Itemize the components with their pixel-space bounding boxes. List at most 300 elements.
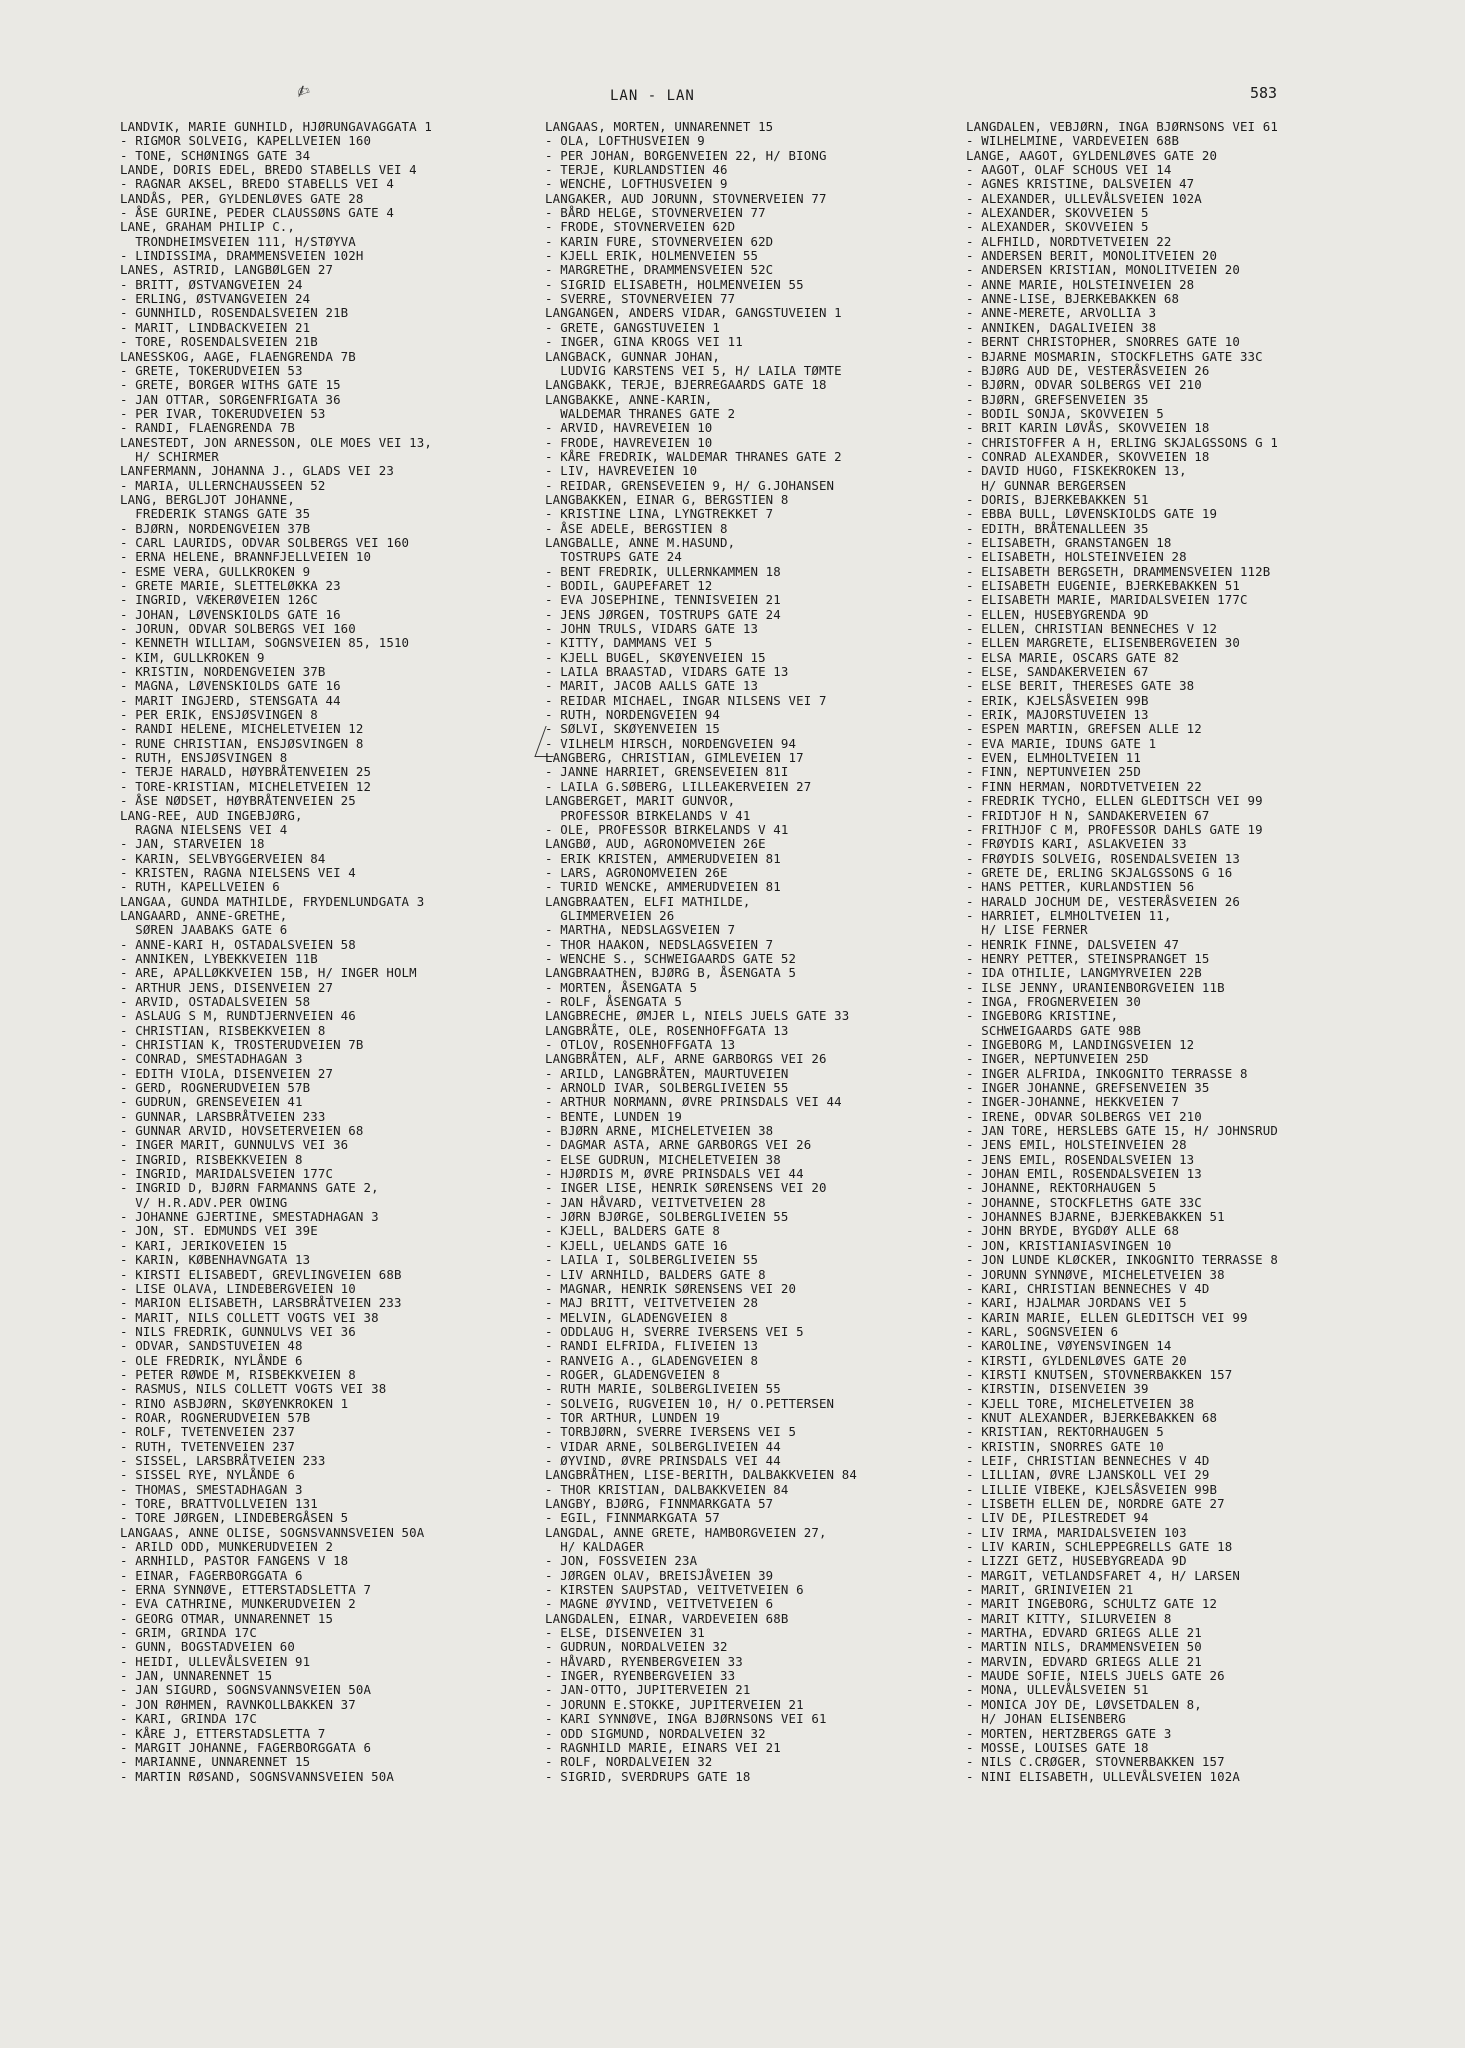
directory-entry: - OLE FREDRIK, NYLÅNDE 6 <box>120 1352 303 1368</box>
directory-entry: - ESME VERA, GULLKROKEN 9 <box>120 563 311 579</box>
directory-entry: - KARIN, KØBENHAVNGATA 13 <box>120 1252 311 1268</box>
directory-entry: - GRETE, GANGSTUVEIEN 1 <box>545 319 721 335</box>
directory-entry: - MARTHA, EDVARD GRIEGS ALLE 21 <box>966 1625 1202 1641</box>
directory-entry: - GRETE, TOKERUDVEIEN 53 <box>120 362 303 378</box>
directory-entry: - HENRY PETTER, STEINSPRANGET 15 <box>966 950 1210 966</box>
directory-entry: - MORTEN, ÅSENGATA 5 <box>545 979 698 995</box>
directory-entry: - KNUT ALEXANDER, BJERKEBAKKEN 68 <box>966 1409 1218 1425</box>
directory-entry: - NILS FREDRIK, GUNNULVS VEI 36 <box>120 1323 356 1339</box>
directory-entry: - MONICA JOY DE, LØVSETDALEN 8, <box>966 1696 1202 1712</box>
directory-entry: - AGNES KRISTINE, DALSVEIEN 47 <box>966 176 1195 192</box>
directory-entry: - MARIA, ULLERNCHAUSSEEN 52 <box>120 477 326 493</box>
directory-entry: - HANS PETTER, KURLANDSTIEN 56 <box>966 879 1195 895</box>
directory-entry: - BJØRG AUD DE, VESTERÅSVEIEN 26 <box>966 362 1210 378</box>
directory-entry: - LIV KARIN, SCHLEPPEGRELLS GATE 18 <box>966 1539 1233 1555</box>
directory-entry: - JAN TORE, HERSLEBS GATE 15, H/ JOHNSRUD <box>966 1123 1279 1139</box>
directory-entry: - KÅRE FREDRIK, WALDEMAR THRANES GATE 2 <box>545 448 842 464</box>
directory-entry: - LARS, AGRONOMVEIEN 26E <box>545 864 728 880</box>
directory-entry: LANGAA, GUNDA MATHILDE, FRYDENLUNDGATA 3 <box>120 893 425 909</box>
directory-entry: - BRIT KARIN LØVÅS, SKOVVEIEN 18 <box>966 420 1210 436</box>
directory-entry: - MARGIT JOHANNE, FAGERBORGGATA 6 <box>120 1739 372 1755</box>
directory-entry: - PER IVAR, TOKERUDVEIEN 53 <box>120 405 326 421</box>
directory-entry: - ANDERSEN KRISTIAN, MONOLITVEIEN 20 <box>966 262 1240 278</box>
directory-entry: - THOR HAAKON, NEDSLAGSVEIEN 7 <box>545 936 774 952</box>
directory-entry: - INGER ALFRIDA, INKOGNITO TERRASSE 8 <box>966 1065 1248 1081</box>
directory-entry: - GUDRUN, NORDALVEIEN 32 <box>545 1639 728 1655</box>
directory-entry: LANESTEDT, JON ARNESSON, OLE MOES VEI 13, <box>120 434 433 450</box>
directory-entry: - ELSE GUDRUN, MICHELETVEIEN 38 <box>545 1151 781 1167</box>
directory-entry: - HÅVARD, RYENBERGVEIEN 33 <box>545 1653 743 1669</box>
directory-entry: - ANNE-MERETE, ARVOLLIA 3 <box>966 305 1157 321</box>
directory-entry: - ELISABETH, GRANSTANGEN 18 <box>966 534 1172 550</box>
directory-entry: - ARVID, OSTADALSVEIEN 58 <box>120 993 311 1009</box>
directory-entry: - KARI, GRINDA 17C <box>120 1711 257 1727</box>
directory-entry: - ÅSE GURINE, PEDER CLAUSSØNS GATE 4 <box>120 205 394 221</box>
directory-entry: - MAUDE SOFIE, NIELS JUELS GATE 26 <box>966 1668 1225 1684</box>
directory-entry: - ARILD ODD, MUNKERUDVEIEN 2 <box>120 1539 334 1555</box>
directory-entry: - GUNN, BOGSTADVEIEN 60 <box>120 1639 296 1655</box>
directory-entry: - INGER, NEPTUNVEIEN 25D <box>966 1051 1149 1067</box>
directory-entry: - INGRID D, BJØRN FARMANNS GATE 2, <box>120 1180 379 1196</box>
directory-entry: - FINN HERMAN, NORDTVETVEIEN 22 <box>966 778 1202 794</box>
directory-entry: LANDÅS, PER, GYLDENLØVES GATE 28 <box>120 190 364 206</box>
directory-entry: - IDA OTHILIE, LANGMYRVEIEN 22B <box>966 965 1202 981</box>
directory-entry: - MARIT INGEBORG, SCHULTZ GATE 12 <box>966 1596 1218 1612</box>
directory-entry: - ELISABETH MARIE, MARIDALSVEIEN 177C <box>966 592 1248 608</box>
directory-entry: RAGNA NIELSENS VEI 4 <box>120 821 288 837</box>
directory-entry: LANGDALEN, EINAR, VARDEVEIEN 68B <box>545 1610 789 1626</box>
directory-entry: - ARTHUR NORMANN, ØVRE PRINSDALS VEI 44 <box>545 1094 842 1110</box>
directory-entry: - EDITH VIOLA, DISENVEIEN 27 <box>120 1065 334 1081</box>
directory-entry: - FRODE, STOVNERVEIEN 62D <box>545 219 736 235</box>
directory-entry: - JØRN BJØRGE, SOLBERGLIVEIEN 55 <box>545 1209 789 1225</box>
directory-entry: - BJØRN ARNE, MICHELETVEIEN 38 <box>545 1123 774 1139</box>
directory-entry: LANGBAKKE, ANNE-KARIN, <box>545 391 713 407</box>
directory-entry: - RAGNHILD MARIE, EINARS VEI 21 <box>545 1739 781 1755</box>
directory-entry: LANGBY, BJØRG, FINNMARKGATA 57 <box>545 1496 774 1511</box>
directory-entry: - MORTEN, HERTZBERGS GATE 3 <box>966 1725 1172 1741</box>
directory-entry: - KRISTINE LINA, LYNGTREKKET 7 <box>545 506 774 522</box>
directory-entry: - ELSA MARIE, OSCARS GATE 82 <box>966 649 1180 665</box>
directory-entry: - LAILA G.SØBERG, LILLEAKERVEIEN 27 <box>545 778 812 794</box>
directory-entry: - TORE, ROSENDALSVEIEN 21B <box>120 334 318 350</box>
directory-entry: - FRØYDIS KARI, ASLAKVEIEN 33 <box>966 836 1187 852</box>
directory-entry: - JOHANNES BJARNE, BJERKEBAKKEN 51 <box>966 1209 1225 1225</box>
directory-entry: - ERNA SYNNØVE, ETTERSTADSLETTA 7 <box>120 1582 372 1598</box>
directory-entry: - KARI, JERIKOVEIEN 15 <box>120 1237 288 1253</box>
directory-entry: LANGBALLE, ANNE M.HASUND, <box>545 534 736 550</box>
directory-entry: - ALEXANDER, ULLEVÅLSVEIEN 102A <box>966 190 1202 206</box>
directory-entry: - ALEXANDER, SKOVVEIEN 5 <box>966 205 1149 221</box>
directory-entry: - SISSEL RYE, NYLÅNDE 6 <box>120 1467 296 1483</box>
directory-entry: - IRENE, ODVAR SOLBERGS VEI 210 <box>966 1108 1202 1124</box>
directory-entry: - TERJE HARALD, HØYBRÅTENVEIEN 25 <box>120 764 372 780</box>
directory-entry: - ANDERSEN BERIT, MONOLITVEIEN 20 <box>966 248 1218 264</box>
directory-entry: - LIV ARNHILD, BALDERS GATE 8 <box>545 1266 766 1282</box>
directory-entry: - INGRID, VÆKERØVEIEN 126C <box>120 592 318 608</box>
directory-entry: LANDVIK, MARIE GUNHILD, HJØRUNGAVAGGATA 1 <box>120 119 433 134</box>
directory-entry: SCHWEIGAARDS GATE 98B <box>966 1022 1142 1038</box>
directory-entry: - ROGER, GLADENGVEIEN 8 <box>545 1366 721 1382</box>
directory-entry: - JAN, UNNARENNET 15 <box>120 1668 273 1684</box>
directory-entry: - RANDI HELENE, MICHELETVEIEN 12 <box>120 721 364 737</box>
directory-entry: - ARTHUR JENS, DISENVEIEN 27 <box>120 979 334 995</box>
directory-entry: - CONRAD ALEXANDER, SKOVVEIEN 18 <box>966 448 1210 464</box>
directory-entry: - FREDRIK TYCHO, ELLEN GLEDITSCH VEI 99 <box>966 793 1263 809</box>
directory-entry: - GERD, ROGNERUDVEIEN 57B <box>120 1080 311 1096</box>
directory-entry: - ELISABETH, HOLSTEINVEIEN 28 <box>966 549 1187 565</box>
directory-entry: - RINO ASBJØRN, SKØYENKROKEN 1 <box>120 1395 349 1411</box>
directory-entry: - ANNE-KARI H, OSTADALSVEIEN 58 <box>120 936 356 952</box>
directory-entry: LANGBRÅTHEN, LISE-BERITH, DALBAKKVEIEN 84 <box>545 1467 858 1483</box>
directory-entry: - TORBJØRN, SVERRE IVERSENS VEI 5 <box>545 1424 797 1440</box>
directory-entry: - KITTY, DAMMANS VEI 5 <box>545 635 713 651</box>
directory-entry: - KRISTIN, NORDENGVEIEN 37B <box>120 664 326 680</box>
directory-entry: LANGBRAATEN, ELFI MATHILDE, <box>545 893 751 909</box>
directory-entry: - KARI SYNNØVE, INGA BJØRNSONS VEI 61 <box>545 1711 827 1727</box>
directory-entry: - RUTH, NORDENGVEIEN 94 <box>545 707 721 723</box>
directory-entry: - TERJE, KURLANDSTIEN 46 <box>545 162 728 178</box>
directory-entry: - JOHN TRULS, VIDARS GATE 13 <box>545 621 759 637</box>
directory-entry: - MARIANNE, UNNARENNET 15 <box>120 1754 311 1770</box>
directory-entry: - HARALD JOCHUM DE, VESTERÅSVEIEN 26 <box>966 893 1240 909</box>
directory-entry: - BJØRN, NORDENGVEIEN 37B <box>120 520 311 536</box>
directory-entry: - ERIK, KJELSÅSVEIEN 99B <box>966 692 1149 708</box>
directory-entry: - SIGRID ELISABETH, HOLMENVEIEN 55 <box>545 276 804 292</box>
directory-entry: - JON, KRISTIANIASVINGEN 10 <box>966 1237 1172 1253</box>
directory-entry: - LAILA I, SOLBERGLIVEIEN 55 <box>545 1252 759 1268</box>
directory-entry: - JAN, STARVEIEN 18 <box>120 836 265 852</box>
directory-entry: - ODD SIGMUND, NORDALVEIEN 32 <box>545 1725 766 1741</box>
directory-entry: - ROLF, NORDALVEIEN 32 <box>545 1754 713 1770</box>
directory-entry: - KARIN MARIE, ELLEN GLEDITSCH VEI 99 <box>966 1309 1248 1325</box>
directory-entry: - RUNE CHRISTIAN, ENSJØSVINGEN 8 <box>120 735 364 751</box>
directory-entry: - LILLIAN, ØVRE LJANSKOLL VEI 29 <box>966 1467 1210 1483</box>
directory-entry: - OLA, LOFTHUSVEIEN 9 <box>545 133 705 149</box>
column-3 <box>966 120 1396 1784</box>
pen-mark-icon: ✍ <box>292 76 314 105</box>
directory-entry: - HENRIK FINNE, DALSVEIEN 47 <box>966 936 1180 952</box>
directory-entry: - BODIL SONJA, SKOVVEIEN 5 <box>966 405 1164 421</box>
column-2 <box>545 120 975 1784</box>
directory-entry: LANGBERGET, MARIT GUNVOR, <box>545 793 736 809</box>
directory-entry: H/ SCHIRMER <box>120 448 219 464</box>
directory-entry: - INGER, RYENBERGVEIEN 33 <box>545 1668 736 1684</box>
directory-entry: - KJELL TORE, MICHELETVEIEN 38 <box>966 1395 1195 1411</box>
directory-entry: - TURID WENCKE, AMMERUDVEIEN 81 <box>545 879 781 895</box>
directory-entry: - KJELL ERIK, HOLMENVEIEN 55 <box>545 248 759 264</box>
directory-entry: - ELLEN MARGRETE, ELISENBERGVEIEN 30 <box>966 635 1240 651</box>
directory-entry: - JENS EMIL, HOLSTEINVEIEN 28 <box>966 1137 1187 1153</box>
directory-entry: - ANNE-LISE, BJERKEBAKKEN 68 <box>966 291 1180 307</box>
directory-entry: - LIV IRMA, MARIDALSVEIEN 103 <box>966 1524 1187 1540</box>
directory-entry: - KENNETH WILLIAM, SOGNSVEIEN 85, 1510 <box>120 635 410 651</box>
directory-entry: - ESPEN MARTIN, GREFSEN ALLE 12 <box>966 721 1202 737</box>
directory-entry: - RANVEIG A., GLADENGVEIEN 8 <box>545 1352 759 1368</box>
directory-entry: - JØRGEN OLAV, BREISJÅVEIEN 39 <box>545 1567 774 1583</box>
directory-entry: - MARVIN, EDVARD GRIEGS ALLE 21 <box>966 1653 1202 1669</box>
directory-entry: - JON RØHMEN, RAVNKOLLBAKKEN 37 <box>120 1696 356 1712</box>
directory-entry: - LAILA BRAASTAD, VIDARS GATE 13 <box>545 664 789 680</box>
directory-entry: WALDEMAR THRANES GATE 2 <box>545 405 736 421</box>
directory-entry: - DORIS, BJERKEBAKKEN 51 <box>966 491 1149 507</box>
directory-entry: - BJARNE MOSMARIN, STOCKFLETHS GATE 33C <box>966 348 1263 364</box>
directory-entry: - FRODE, HAVREVEIEN 10 <box>545 434 713 450</box>
directory-entry: - ELSE BERIT, THERESES GATE 38 <box>966 678 1195 694</box>
directory-entry: - ELISABETH EUGENIE, BJERKEBAKKEN 51 <box>966 578 1240 593</box>
directory-entry: - FRØYDIS SOLVEIG, ROSENDALSVEIEN 13 <box>966 850 1240 866</box>
directory-entry: - GRETE, BORGER WITHS GATE 15 <box>120 377 341 393</box>
directory-entry: - EGIL, FINNMARKGATA 57 <box>545 1510 721 1526</box>
directory-entry: - SISSEL, LARSBRÅTVEIEN 233 <box>120 1452 326 1468</box>
directory-entry: - JOHAN EMIL, ROSENDALSVEIEN 13 <box>966 1166 1202 1182</box>
directory-entry: - WILHELMINE, VARDEVEIEN 68B <box>966 133 1180 149</box>
directory-entry: - HEIDI, ULLEVÅLSVEIEN 91 <box>120 1653 311 1669</box>
directory-entry: - MARIT INGJERD, STENSGATA 44 <box>120 692 341 708</box>
directory-entry: - NILS C.CRØGER, STOVNERBAKKEN 157 <box>966 1754 1225 1770</box>
directory-entry: - KIRSTI, GYLDENLØVES GATE 20 <box>966 1352 1187 1368</box>
directory-entry: - JAN-OTTO, JUPITERVEIEN 21 <box>545 1682 751 1698</box>
directory-entry: - RANDI, FLAENGRENDA 7B <box>120 420 296 436</box>
directory-entry: - BJØRN, ODVAR SOLBERGS VEI 210 <box>966 377 1202 393</box>
directory-entry: - MELVIN, GLADENGVEIEN 8 <box>545 1309 728 1325</box>
directory-entry: - MOSSE, LOUISES GATE 18 <box>966 1739 1149 1755</box>
directory-entry: - ANNIKEN, LYBEKKVEIEN 11B <box>120 950 318 966</box>
directory-entry: LANGAKER, AUD JORUNN, STOVNERVEIEN 77 <box>545 190 827 206</box>
directory-entry: H/ GUNNAR BERGERSEN <box>966 477 1126 493</box>
directory-entry: - EBBA BULL, LØVENSKIOLDS GATE 19 <box>966 506 1218 522</box>
directory-entry: - EVA CATHRINE, MUNKERUDVEIEN 2 <box>120 1596 356 1612</box>
directory-entry: LANGE, AAGOT, GYLDENLØVES GATE 20 <box>966 147 1218 163</box>
directory-entry: - MAGNE ØYVIND, VEITVETVEIEN 6 <box>545 1596 774 1612</box>
directory-entry: - BODIL, GAUPEFARET 12 <box>545 578 713 593</box>
directory-entry: - ALEXANDER, SKOVVEIEN 5 <box>966 219 1149 235</box>
directory-entry: - ARNHILD, PASTOR FANGENS V 18 <box>120 1553 349 1569</box>
directory-entry: - LIZZI GETZ, HUSEBYGREADA 9D <box>966 1553 1187 1569</box>
directory-entry: LANGAARD, ANNE-GRETHE, <box>120 907 288 923</box>
directory-entry: - THOMAS, SMESTADHAGAN 3 <box>120 1481 303 1497</box>
directory-entry: - MARIT, JACOB AALLS GATE 13 <box>545 678 759 694</box>
directory-entry: - OTLOV, ROSENHOFFGATA 13 <box>545 1037 736 1052</box>
directory-entry: - ARILD, LANGBRÅTEN, MAURTUVEIEN <box>545 1065 789 1081</box>
directory-entry: - JOHANNE GJERTINE, SMESTADHAGAN 3 <box>120 1209 379 1225</box>
directory-entry: - REIDAR MICHAEL, INGAR NILSENS VEI 7 <box>545 692 827 708</box>
directory-entry: - RUTH, KAPELLVEIEN 6 <box>120 879 280 895</box>
directory-entry: - GUNNHILD, ROSENDALSVEIEN 21B <box>120 305 349 321</box>
directory-entry: - RUTH, ENSJØSVINGEN 8 <box>120 750 288 766</box>
directory-entry: - HJØRDIS M, ØVRE PRINSDALS VEI 44 <box>545 1166 804 1182</box>
directory-entry: - ARE, APALLØKKVEIEN 15B, H/ INGER HOLM <box>120 965 417 981</box>
directory-entry: - ØYVIND, ØVRE PRINSDALS VEI 44 <box>545 1452 781 1468</box>
directory-entry: LANE, GRAHAM PHILIP C., <box>120 219 296 235</box>
directory-entry: - EVEN, ELMHOLTVEIEN 11 <box>966 750 1142 766</box>
directory-entry: - MARGRETHE, DRAMMENSVEIEN 52C <box>545 262 774 278</box>
directory-entry: - ELSE, DISENVEIEN 31 <box>545 1625 705 1641</box>
running-head: LAN - LAN <box>610 88 695 104</box>
directory-entry: - EINAR, FAGERBORGGATA 6 <box>120 1567 303 1583</box>
directory-entry: - PER JOHAN, BORGENVEIEN 22, H/ BIONG <box>545 147 827 163</box>
directory-entry: - EVA JOSEPHINE, TENNISVEIEN 21 <box>545 592 781 608</box>
directory-entry: - ELISABETH BERGSETH, DRAMMENSVEIEN 112B <box>966 563 1271 579</box>
directory-entry: - ANNE MARIE, HOLSTEINVEIEN 28 <box>966 276 1195 292</box>
directory-entry: - BJØRN, GREFSENVEIEN 35 <box>966 391 1149 407</box>
directory-entry: - JAN OTTAR, SORGENFRIGATA 36 <box>120 391 341 407</box>
directory-entry: - ARVID, HAVREVEIEN 10 <box>545 420 713 436</box>
directory-entry: - BENTE, LUNDEN 19 <box>545 1108 682 1124</box>
directory-entry: - ILSE JENNY, URANIENBORGVEIEN 11B <box>966 979 1225 995</box>
directory-entry: - GUNNAR ARVID, HOVSETERVEIEN 68 <box>120 1123 364 1139</box>
directory-entry: - RASMUS, NILS COLLETT VOGTS VEI 38 <box>120 1381 387 1397</box>
directory-entry: TOSTRUPS GATE 24 <box>545 549 682 565</box>
directory-entry: - THOR KRISTIAN, DALBAKKVEIEN 84 <box>545 1481 789 1497</box>
directory-entry: H/ JOHAN ELISENBERG <box>966 1711 1126 1727</box>
directory-entry: - MARTIN RØSAND, SOGNSVANNSVEIEN 50A <box>120 1768 394 1784</box>
directory-entry: - ALFHILD, NORDTVETVEIEN 22 <box>966 233 1172 249</box>
directory-entry: H/ KALDAGER <box>545 1539 644 1555</box>
column-1 <box>120 120 550 1784</box>
directory-entry: LANDE, DORIS EDEL, BREDO STABELLS VEI 4 <box>120 162 417 178</box>
directory-entry: - JOHANNE, STOCKFLETHS GATE 33C <box>966 1194 1202 1210</box>
directory-entry: - EDITH, BRÅTENALLEEN 35 <box>966 520 1149 536</box>
directory-entry: - INGRID, MARIDALSVEIEN 177C <box>120 1166 334 1182</box>
directory-entry: - JON LUNDE KLØCKER, INKOGNITO TERRASSE 8 <box>966 1252 1279 1268</box>
directory-entry: - TORE-KRISTIAN, MICHELETVEIEN 12 <box>120 778 372 794</box>
directory-entry: - KIRSTIN, DISENVEIEN 39 <box>966 1381 1149 1397</box>
directory-entry: - INGRID, RISBEKKVEIEN 8 <box>120 1151 303 1167</box>
directory-entry: - HARRIET, ELMHOLTVEIEN 11, <box>966 907 1172 923</box>
directory-entry: - JAN HÅVARD, VEITVETVEIEN 28 <box>545 1194 766 1210</box>
directory-entry: - KJELL, BALDERS GATE 8 <box>545 1223 721 1239</box>
directory-entry: - KARL, SOGNSVEIEN 6 <box>966 1323 1119 1339</box>
directory-entry: - INGA, FROGNERVEIEN 30 <box>966 993 1142 1009</box>
directory-entry: - FRIDTJOF H N, SANDAKERVEIEN 67 <box>966 807 1210 823</box>
directory-entry: - INGER JOHANNE, GREFSENVEIEN 35 <box>966 1080 1210 1096</box>
directory-entry: V/ H.R.ADV.PER OWING <box>120 1194 288 1210</box>
directory-entry: H/ LISE FERNER <box>966 922 1088 938</box>
directory-entry: - WENCHE S., SCHWEIGAARDS GATE 52 <box>545 950 797 966</box>
directory-entry: - JON, ST. EDMUNDS VEI 39E <box>120 1223 318 1239</box>
directory-entry: - ERIK KRISTEN, AMMERUDVEIEN 81 <box>545 850 781 866</box>
directory-entry: - MAGNAR, HENRIK SØRENSENS VEI 20 <box>545 1280 797 1296</box>
page-number: 583 <box>1250 84 1278 102</box>
directory-entry: - TORE JØRGEN, LINDEBERGÅSEN 5 <box>120 1510 349 1526</box>
directory-entry: - JORUN, ODVAR SOLBERGS VEI 160 <box>120 621 356 637</box>
directory-entry: - INGER, GINA KROGS VEI 11 <box>545 334 743 350</box>
directory-entry: LANGBØ, AUD, AGRONOMVEIEN 26E <box>545 836 766 852</box>
directory-entry: - MARTIN NILS, DRAMMENSVEIEN 50 <box>966 1639 1202 1655</box>
directory-entry: - EVA MARIE, IDUNS GATE 1 <box>966 735 1157 751</box>
directory-entry: - KRISTIAN, REKTORHAUGEN 5 <box>966 1424 1164 1440</box>
directory-entry: - LILLIE VIBEKE, KJELSÅSVEIEN 99B <box>966 1481 1218 1497</box>
directory-entry: - CHRISTIAN, RISBEKKVEIEN 8 <box>120 1022 326 1038</box>
directory-entry: SØREN JAABAKS GATE 6 <box>120 922 288 938</box>
directory-entry: LANGBRÅTE, OLE, ROSENHOFFGATA 13 <box>545 1022 789 1038</box>
directory-entry: - PETER RØWDE M, RISBEKKVEIEN 8 <box>120 1366 356 1382</box>
directory-entry: - SOLVEIG, RUGVEIEN 10, H/ O.PETTERSEN <box>545 1395 835 1411</box>
directory-entry: - SØLVI, SKØYENVEIEN 15 <box>545 721 721 737</box>
directory-entry: - ERIK, MAJORSTUVEIEN 13 <box>966 707 1149 723</box>
directory-entry: - KRISTEN, RAGNA NIELSENS VEI 4 <box>120 864 356 880</box>
directory-entry: - TORE, BRATTVOLLVEIEN 131 <box>120 1496 318 1511</box>
directory-entry: LANGBRÅTEN, ALF, ARNE GARBORGS VEI 26 <box>545 1051 827 1067</box>
directory-entry: - LEIF, CHRISTIAN BENNECHES V 4D <box>966 1452 1210 1468</box>
directory-entry: - ERLING, ØSTVANGVEIEN 24 <box>120 291 311 307</box>
directory-entry: LANGBRAATHEN, BJØRG B, ÅSENGATA 5 <box>545 965 797 981</box>
directory-entry: PROFESSOR BIRKELANDS V 41 <box>545 807 751 823</box>
directory-entry: - KJELL, UELANDS GATE 16 <box>545 1237 728 1253</box>
directory-entry: - LIV DE, PILESTREDET 94 <box>966 1510 1149 1526</box>
directory-entry: - KRISTIN, SNORRES GATE 10 <box>966 1438 1164 1454</box>
directory-entry: LANGBACK, GUNNAR JOHAN, <box>545 348 721 364</box>
directory-entry: - JON, FOSSVEIEN 23A <box>545 1553 698 1569</box>
directory-entry: - JORUNN SYNNØVE, MICHELETVEIEN 38 <box>966 1266 1225 1282</box>
directory-entry: - KARIN FURE, STOVNERVEIEN 62D <box>545 233 774 249</box>
directory-entry: - BERNT CHRISTOPHER, SNORRES GATE 10 <box>966 334 1240 350</box>
directory-entry: - INGER MARIT, GUNNULVS VEI 36 <box>120 1137 349 1153</box>
directory-entry: LANG, BERGLJOT JOHANNE, <box>120 491 296 507</box>
directory-entry: LANGDALEN, VEBJØRN, INGA BJØRNSONS VEI 61 <box>966 119 1279 134</box>
directory-entry: - KARI, CHRISTIAN BENNECHES V 4D <box>966 1280 1210 1296</box>
directory-entry: - FINN, NEPTUNVEIEN 25D <box>966 764 1142 780</box>
directory-entry: - LIV, HAVREVEIEN 10 <box>545 463 698 479</box>
directory-entry: - KARI, HJALMAR JORDANS VEI 5 <box>966 1295 1187 1311</box>
directory-entry: GLIMMERVEIEN 26 <box>545 907 675 923</box>
directory-entry: - GUNNAR, LARSBRÅTVEIEN 233 <box>120 1108 326 1124</box>
directory-entry: LANG-REE, AUD INGEBJØRG, <box>120 807 303 823</box>
directory-entry: - LISBETH ELLEN DE, NORDRE GATE 27 <box>966 1496 1225 1511</box>
directory-entry: - LINDISSIMA, DRAMMENSVEIEN 102H <box>120 248 364 264</box>
directory-entry: - CHRISTOFFER A H, ERLING SKJALGSSONS G 1 <box>966 434 1279 450</box>
directory-entry: - VILHELM HIRSCH, NORDENGVEIEN 94 <box>545 735 797 751</box>
directory-entry: - ROAR, ROGNERUDVEIEN 57B <box>120 1409 311 1425</box>
directory-entry: - SIGRID, SVERDRUPS GATE 18 <box>545 1768 751 1784</box>
directory-entry: - BENT FREDRIK, ULLERNKAMMEN 18 <box>545 563 781 579</box>
directory-entry: - KÅRE J, ETTERSTADSLETTA 7 <box>120 1725 326 1741</box>
directory-entry: - JANNE HARRIET, GRENSEVEIEN 81I <box>545 764 789 780</box>
directory-entry: LANGAAS, ANNE OLISE, SOGNSVANNSVEIEN 50A <box>120 1524 425 1540</box>
directory-entry: - ODVAR, SANDSTUVEIEN 48 <box>120 1338 303 1354</box>
directory-entry: - MARIT, NILS COLLETT VOGTS VEI 38 <box>120 1309 379 1325</box>
directory-entry: - PER ERIK, ENSJØSVINGEN 8 <box>120 707 318 723</box>
directory-entry: - ODDLAUG H, SVERRE IVERSENS VEI 5 <box>545 1323 804 1339</box>
directory-entry: - JOHN BRYDE, BYGDØY ALLE 68 <box>966 1223 1180 1239</box>
directory-entry: - KIRSTI KNUTSEN, STOVNERBAKKEN 157 <box>966 1366 1233 1382</box>
directory-entry: - MARGIT, VETLANDSFAREТ 4, H/ LARSEN <box>966 1567 1240 1583</box>
directory-entry: - RAGNAR AKSEL, BREDO STABELLS VEI 4 <box>120 176 394 192</box>
directory-entry: - TONE, SCHØNINGS GATE 34 <box>120 147 311 163</box>
directory-entry: LANGBRECHE, ØMJER L, NIELS JUELS GATE 33 <box>545 1008 850 1024</box>
directory-entry: - MARTHA, NEDSLAGSVEIEN 7 <box>545 922 736 938</box>
directory-entry: - AAGOT, OLAF SCHOUS VEI 14 <box>966 162 1172 178</box>
directory-entry: - GEORG OTMAR, UNNARENNET 15 <box>120 1610 334 1626</box>
directory-entry: - MARIT KITTY, SILURVEIEN 8 <box>966 1610 1172 1626</box>
directory-entry: - SVERRE, STOVNERVEIEN 77 <box>545 291 736 307</box>
directory-entry: LANGBERG, CHRISTIAN, GIMLEVEIEN 17 <box>545 750 804 766</box>
directory-entry: - REIDAR, GRENSEVEIEN 9, H/ G.JOHANSEN <box>545 477 835 493</box>
directory-entry: - MAJ BRITT, VEITVETVEIEN 28 <box>545 1295 759 1311</box>
directory-entry: LANES, ASTRID, LANGBØLGEN 27 <box>120 262 334 278</box>
directory-entry: - WENCHE, LOFTHUSVEIEN 9 <box>545 176 728 192</box>
directory-entry: LANGBAKK, TERJE, BJERREGAARDS GATE 18 <box>545 377 827 393</box>
directory-entry: LANGAAS, MORTEN, UNNARENNET 15 <box>545 119 774 134</box>
directory-entry: - ERNA HELENE, BRANNFJELLVEIEN 10 <box>120 549 372 565</box>
directory-entry: - FRITHJOF C M, PROFESSOR DAHLS GATE 19 <box>966 821 1263 837</box>
directory-entry: - DAGMAR ASTA, ARNE GARBORGS VEI 26 <box>545 1137 812 1153</box>
directory-entry: - BÅRD HELGE, STOVNERVEIEN 77 <box>545 205 766 221</box>
directory-entry: - BRITT, ØSTVANGVEIEN 24 <box>120 276 303 292</box>
directory-entry: - ARNOLD IVAR, SOLBERGLIVEIEN 55 <box>545 1080 789 1096</box>
directory-entry: - KIRSTEN SAUPSTAD, VEITVETVEIEN 6 <box>545 1582 804 1598</box>
